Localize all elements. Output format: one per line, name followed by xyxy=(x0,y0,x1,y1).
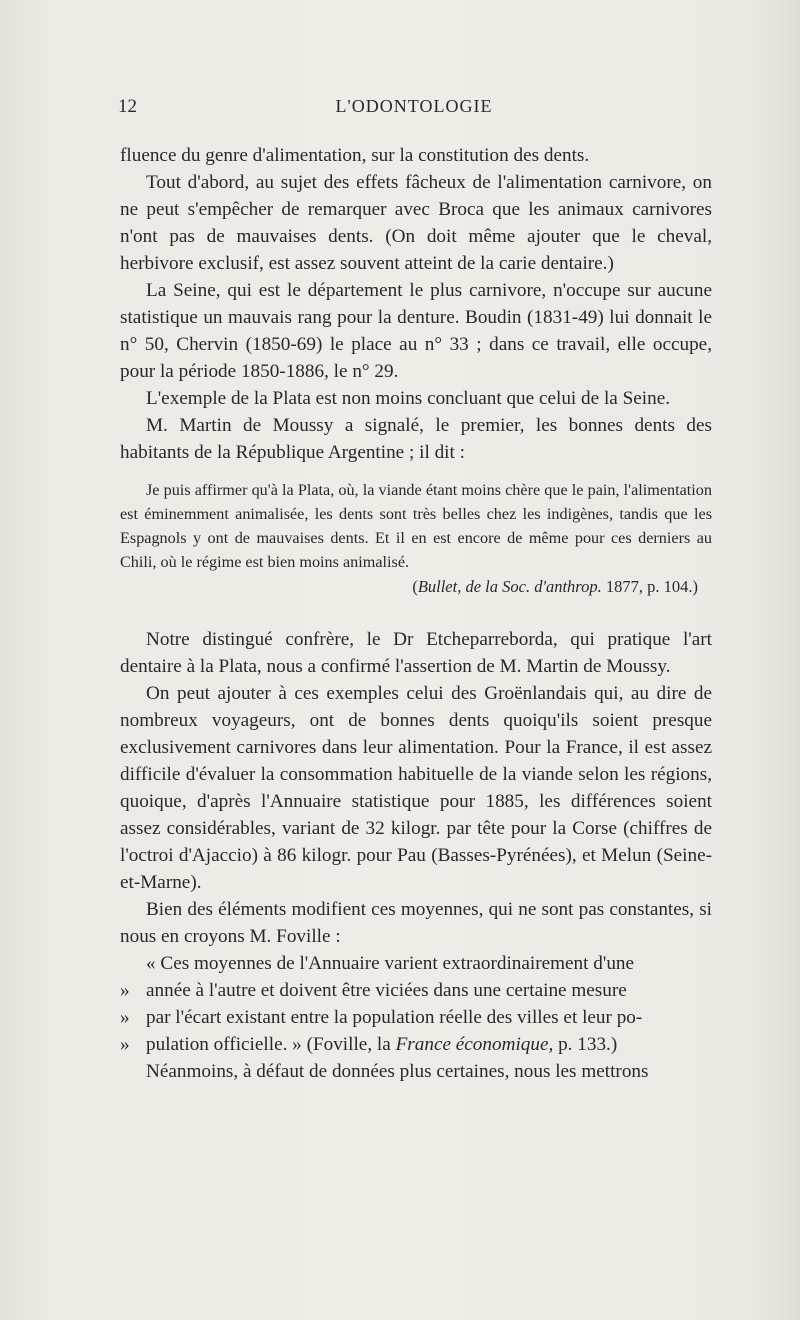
quote-citation: (Bullet, de la Soc. d'anthrop. 1877, p. 104.) xyxy=(412,577,698,596)
running-title: L'ODONTOLOGIE xyxy=(335,96,493,116)
foville-quote-line: » année à l'autre et doivent être viciées dans une certaine mesure xyxy=(120,980,627,1001)
paragraph: Tout d'abord, au sujet des effets fâcheux de l'alimentation carnivore, on ne peut s'empêcher de remarquer avec Broca que les animaux carnivores n'ont pas de mauvaises dents. (On doit même ajouter que le cheval, herbivore exclusif, est assez souvent atteint de la carie dentaire.) xyxy=(120,172,712,274)
paragraph: L'exemple de la Plata est non moins concluant que celui de la Seine. xyxy=(146,388,671,409)
citation-journal: Bullet, de la Soc. d'anthrop. xyxy=(417,577,602,596)
foville-quote-line: » pulation officielle. » (Foville, la France économique, p. 133.) xyxy=(120,1034,618,1055)
paragraph: Notre distingué confrère, le Dr Etcheparreborda, qui pratique l'art dentaire à la Plata, nous a confirmé l'assertion de M. Martin de Moussy. xyxy=(120,629,712,677)
paragraph: M. Martin de Moussy a signalé, le premier, les bonnes dents des habitants de la République Argentine ; il dit : xyxy=(120,415,712,463)
foville-quote-line: » par l'écart existant entre la population réelle des villes et leur po- xyxy=(120,1007,643,1028)
block-quote: Je puis affirmer qu'à la Plata, où, la viande étant moins chère que le pain, l'alimentation est éminemment animalisée, les dents sont très belles chez les indigènes, tandis que les Espagnols y ont de mauvaises dents. Et il en est encore de même pour ces derniers au Chili, où le régime est bien moins animalisé. xyxy=(120,481,712,571)
paragraph: La Seine, qui est le département le plus carnivore, n'occupe sur aucune statistique un mauvais rang pour la denture. Boudin (1831-49) lui donnait le n° 50, Chervin (1850-69) le place au n° 33 ; dans ce travail, elle occupe, pour la période 1850-1886, le n° 29. xyxy=(120,280,712,382)
paragraph: On peut ajouter à ces exemples celui des Groënlandais qui, au dire de nombreux voyageurs, ont de bonnes dents quoiqu'ils soient presque exclusivement carnivores dans leur alimentation. Pour la France, il est assez difficile d'évaluer la consommation habituelle de la viande selon les régions, quoique, d'après l'Annuaire statistique pour 1885, les différences soient assez considérables, variant de 32 kilogr. par tête pour la Corse (chiffres de l'octroi d'Ajaccio) à 86 kilogr. pour Pau (Basses-Pyrénées), et Melun (Seine-et-Marne). xyxy=(120,683,712,893)
paragraph: Néanmoins, à défaut de données plus certaines, nous les mettrons xyxy=(146,1061,649,1082)
paragraph: fluence du genre d'alimentation, sur la constitution des dents. xyxy=(120,145,590,166)
foville-quote-line: « Ces moyennes de l'Annuaire varient extraordinairement d'une xyxy=(146,953,635,974)
body-text xyxy=(120,142,712,1085)
paragraph: Bien des éléments modifient ces moyennes, qui ne sont pas constantes, si nous en croyons M. Foville : xyxy=(120,899,712,947)
page-header xyxy=(118,96,710,120)
foville-book-title: France économique, xyxy=(395,1034,554,1055)
page-number: 12 xyxy=(118,96,137,117)
